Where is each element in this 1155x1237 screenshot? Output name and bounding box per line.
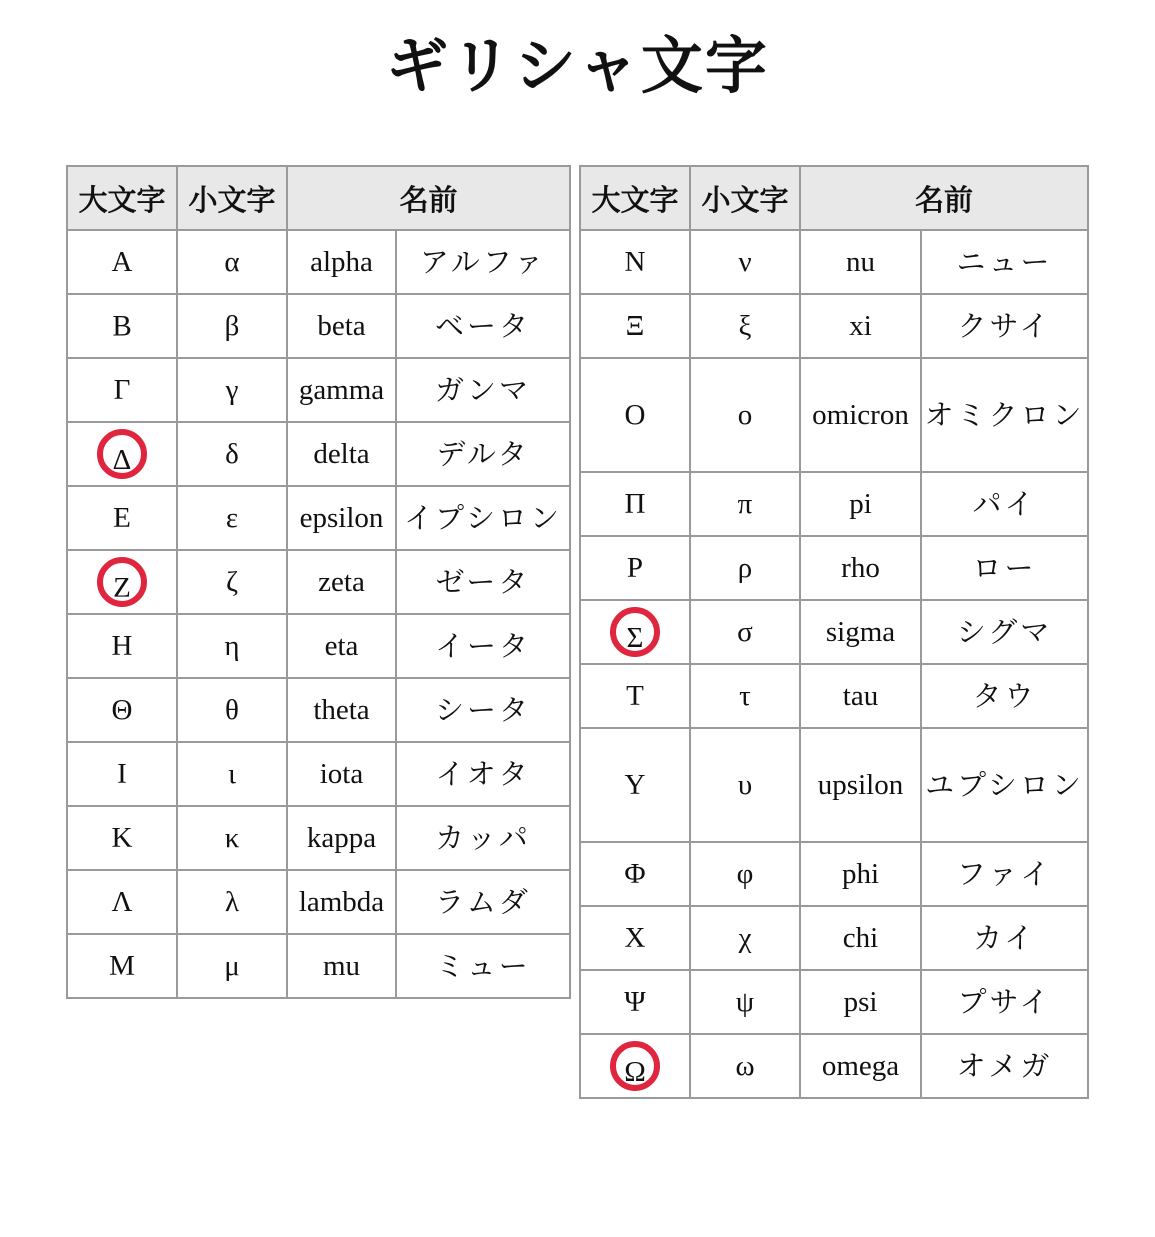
circled-letter-marker: Δ [97,429,147,479]
uppercase-letter: Χ [580,906,690,970]
uppercase-letter: Μ [67,934,177,998]
table-row [580,906,1088,970]
lowercase-letter: χ [690,906,800,970]
uppercase-letter: Ξ [580,294,690,358]
table-row [580,664,1088,728]
letter-name: upsilon [800,728,921,842]
uppercase-letter: Ν [580,230,690,294]
letter-name-katakana: ミュー [396,934,570,998]
letter-name: eta [287,614,396,678]
letter-name-katakana: ユプシロン [921,728,1088,842]
lowercase-letter: λ [177,870,287,934]
lowercase-letter: η [177,614,287,678]
uppercase-letter: Η [67,614,177,678]
lowercase-letter: ψ [690,970,800,1034]
table-row [580,472,1088,536]
uppercase-letter: Ι [67,742,177,806]
uppercase-letter [67,550,177,614]
letter-name-katakana: ゼータ [396,550,570,614]
letter-name-katakana: オメガ [921,1034,1088,1098]
letter-name: sigma [800,600,921,664]
circled-letter-marker: Σ [610,607,660,657]
letter-name-katakana: ファイ [921,842,1088,906]
table-row [67,870,570,934]
uppercase-letter: Β [67,294,177,358]
lowercase-letter: ω [690,1034,800,1098]
letter-name: chi [800,906,921,970]
letter-name-katakana: プサイ [921,970,1088,1034]
table-row [67,550,570,614]
lowercase-letter: ζ [177,550,287,614]
letter-name: gamma [287,358,396,422]
lowercase-letter: ρ [690,536,800,600]
letter-name: kappa [287,806,396,870]
table-row [580,1034,1088,1098]
uppercase-letter: Α [67,230,177,294]
table-row [67,422,570,486]
lowercase-letter: φ [690,842,800,906]
letter-name-katakana: タウ [921,664,1088,728]
table-row [67,358,570,422]
header-uppercase: 大文字 [67,166,177,230]
letter-name: nu [800,230,921,294]
page-title: ギリシャ文字 [386,29,769,102]
uppercase-letter: Γ [67,358,177,422]
lowercase-letter: μ [177,934,287,998]
table-row [67,806,570,870]
letter-name-katakana: カッパ [396,806,570,870]
letter-name-katakana: アルファ [396,230,570,294]
table-row [67,934,570,998]
table-row [67,678,570,742]
table-row [580,358,1088,472]
uppercase-letter: Ε [67,486,177,550]
letter-name: rho [800,536,921,600]
lowercase-letter: κ [177,806,287,870]
uppercase-letter: Τ [580,664,690,728]
table-row [67,486,570,550]
uppercase-letter: Θ [67,678,177,742]
header-row [580,166,1088,230]
uppercase-letter [580,1034,690,1098]
letter-name: zeta [287,550,396,614]
lowercase-letter: δ [177,422,287,486]
table-row [67,614,570,678]
letter-name-katakana: ラムダ [396,870,570,934]
letter-name-katakana: ロー [921,536,1088,600]
letter-name: alpha [287,230,396,294]
letter-name: delta [287,422,396,486]
lowercase-letter: π [690,472,800,536]
table-row [580,600,1088,664]
letter-name: xi [800,294,921,358]
uppercase-letter: Κ [67,806,177,870]
header-name: 名前 [800,166,1088,230]
table-row [580,842,1088,906]
letter-name: phi [800,842,921,906]
letter-name-katakana: クサイ [921,294,1088,358]
table-row [67,294,570,358]
uppercase-letter [580,600,690,664]
lowercase-letter: γ [177,358,287,422]
lowercase-letter: ο [690,358,800,472]
header-name: 名前 [287,166,570,230]
greek-table-left [66,165,571,999]
letter-name: iota [287,742,396,806]
letter-name-katakana: カイ [921,906,1088,970]
letter-name-katakana: イオタ [396,742,570,806]
lowercase-letter: υ [690,728,800,842]
greek-table-right [579,165,1089,1099]
letter-name-katakana: オミクロン [921,358,1088,472]
uppercase-letter: Ρ [580,536,690,600]
letter-name-katakana: ニュー [921,230,1088,294]
uppercase-letter: Π [580,472,690,536]
letter-name-katakana: ベータ [396,294,570,358]
letter-name: omega [800,1034,921,1098]
letter-name: mu [287,934,396,998]
uppercase-letter: Υ [580,728,690,842]
lowercase-letter: ε [177,486,287,550]
letter-name-katakana: ガンマ [396,358,570,422]
letter-name: epsilon [287,486,396,550]
letter-name: tau [800,664,921,728]
letter-name-katakana: イータ [396,614,570,678]
table-row [580,230,1088,294]
table-row [580,970,1088,1034]
uppercase-letter: Ο [580,358,690,472]
lowercase-letter: α [177,230,287,294]
letter-name-katakana: デルタ [396,422,570,486]
letter-name-katakana: パイ [921,472,1088,536]
letter-name: omicron [800,358,921,472]
lowercase-letter: ν [690,230,800,294]
circled-letter-marker: Ζ [97,557,147,607]
lowercase-letter: θ [177,678,287,742]
letter-name-katakana: イプシロン [396,486,570,550]
header-uppercase: 大文字 [580,166,690,230]
letter-name: beta [287,294,396,358]
header-row [67,166,570,230]
uppercase-letter: Φ [580,842,690,906]
letter-name: theta [287,678,396,742]
header-lowercase: 小文字 [690,166,800,230]
uppercase-letter [67,422,177,486]
lowercase-letter: τ [690,664,800,728]
header-lowercase: 小文字 [177,166,287,230]
letter-name: psi [800,970,921,1034]
table-row [67,742,570,806]
letter-name-katakana: シグマ [921,600,1088,664]
lowercase-letter: β [177,294,287,358]
letter-name: lambda [287,870,396,934]
table-row [580,728,1088,842]
circled-letter-marker: Ω [610,1041,660,1091]
table-row [67,230,570,294]
table-row [580,294,1088,358]
letter-name-katakana: シータ [396,678,570,742]
uppercase-letter: Ψ [580,970,690,1034]
letter-name: pi [800,472,921,536]
lowercase-letter: ξ [690,294,800,358]
uppercase-letter: Λ [67,870,177,934]
lowercase-letter: σ [690,600,800,664]
lowercase-letter: ι [177,742,287,806]
table-row [580,536,1088,600]
